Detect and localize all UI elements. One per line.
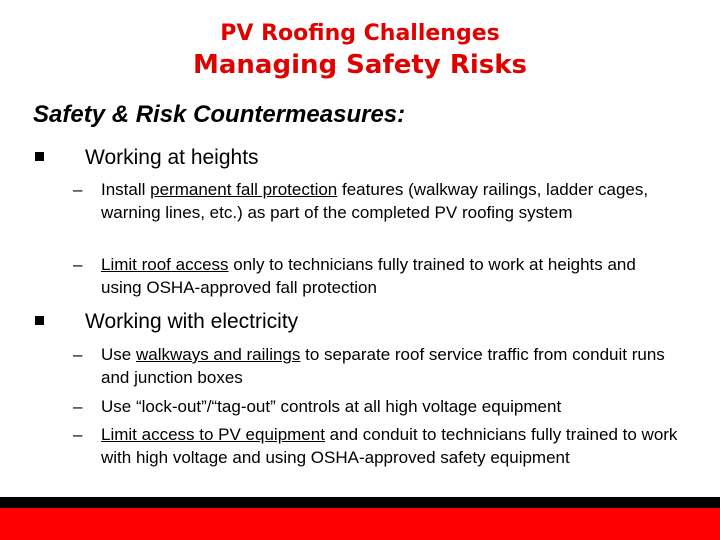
sub-bullet-text xyxy=(101,343,681,389)
dash-bullet-icon: – xyxy=(73,397,83,416)
text-segment: only to technicians fully trained to work at heights and using OSHA-approved fall protection xyxy=(101,255,636,297)
dash-bullet-icon: – xyxy=(73,425,83,444)
sub-bullet-text xyxy=(101,395,681,418)
sub-bullet-text xyxy=(101,253,681,299)
dash-bullet-icon: – xyxy=(73,180,83,199)
bullet-label: Working at heights xyxy=(85,146,259,169)
underlined-term: Limit roof access xyxy=(101,255,229,274)
text-segment: and conduit to technicians fully trained to work with high voltage and using OSHA-approved safety equipment xyxy=(101,425,678,467)
sub-bullet-text xyxy=(101,178,681,224)
underlined-term: permanent fall protection xyxy=(150,180,338,199)
text-segment: features (walkway railings, ladder cages, warning lines, etc.) as part of the completed PV roofing system xyxy=(101,180,649,222)
text-segment: Use “lock-out”/“tag-out” controls at all high voltage equipment xyxy=(101,397,562,416)
footer-red-bar xyxy=(0,508,720,540)
text-segment: to separate roof service traffic from conduit runs and junction boxes xyxy=(101,345,665,387)
section-heading: Safety & Risk Countermeasures: xyxy=(33,101,406,128)
text-segment: Use xyxy=(101,345,136,364)
square-bullet-icon xyxy=(35,152,44,161)
footer-black-bar xyxy=(0,497,720,508)
bullet-label: Working with electricity xyxy=(85,310,299,333)
slide-title-line-1: PV Roofing Challenges xyxy=(220,21,500,46)
sub-bullet-text xyxy=(101,423,681,469)
underlined-term: walkways and railings xyxy=(135,345,301,364)
dash-bullet-icon: – xyxy=(73,345,83,364)
square-bullet-icon xyxy=(35,316,44,325)
slide-title-line-2: Managing Safety Risks xyxy=(193,50,527,80)
text-segment: Install xyxy=(101,180,151,199)
slide-title xyxy=(0,20,720,82)
underlined-term: Limit access to PV equipment xyxy=(101,425,325,444)
dash-bullet-icon: – xyxy=(73,255,83,274)
